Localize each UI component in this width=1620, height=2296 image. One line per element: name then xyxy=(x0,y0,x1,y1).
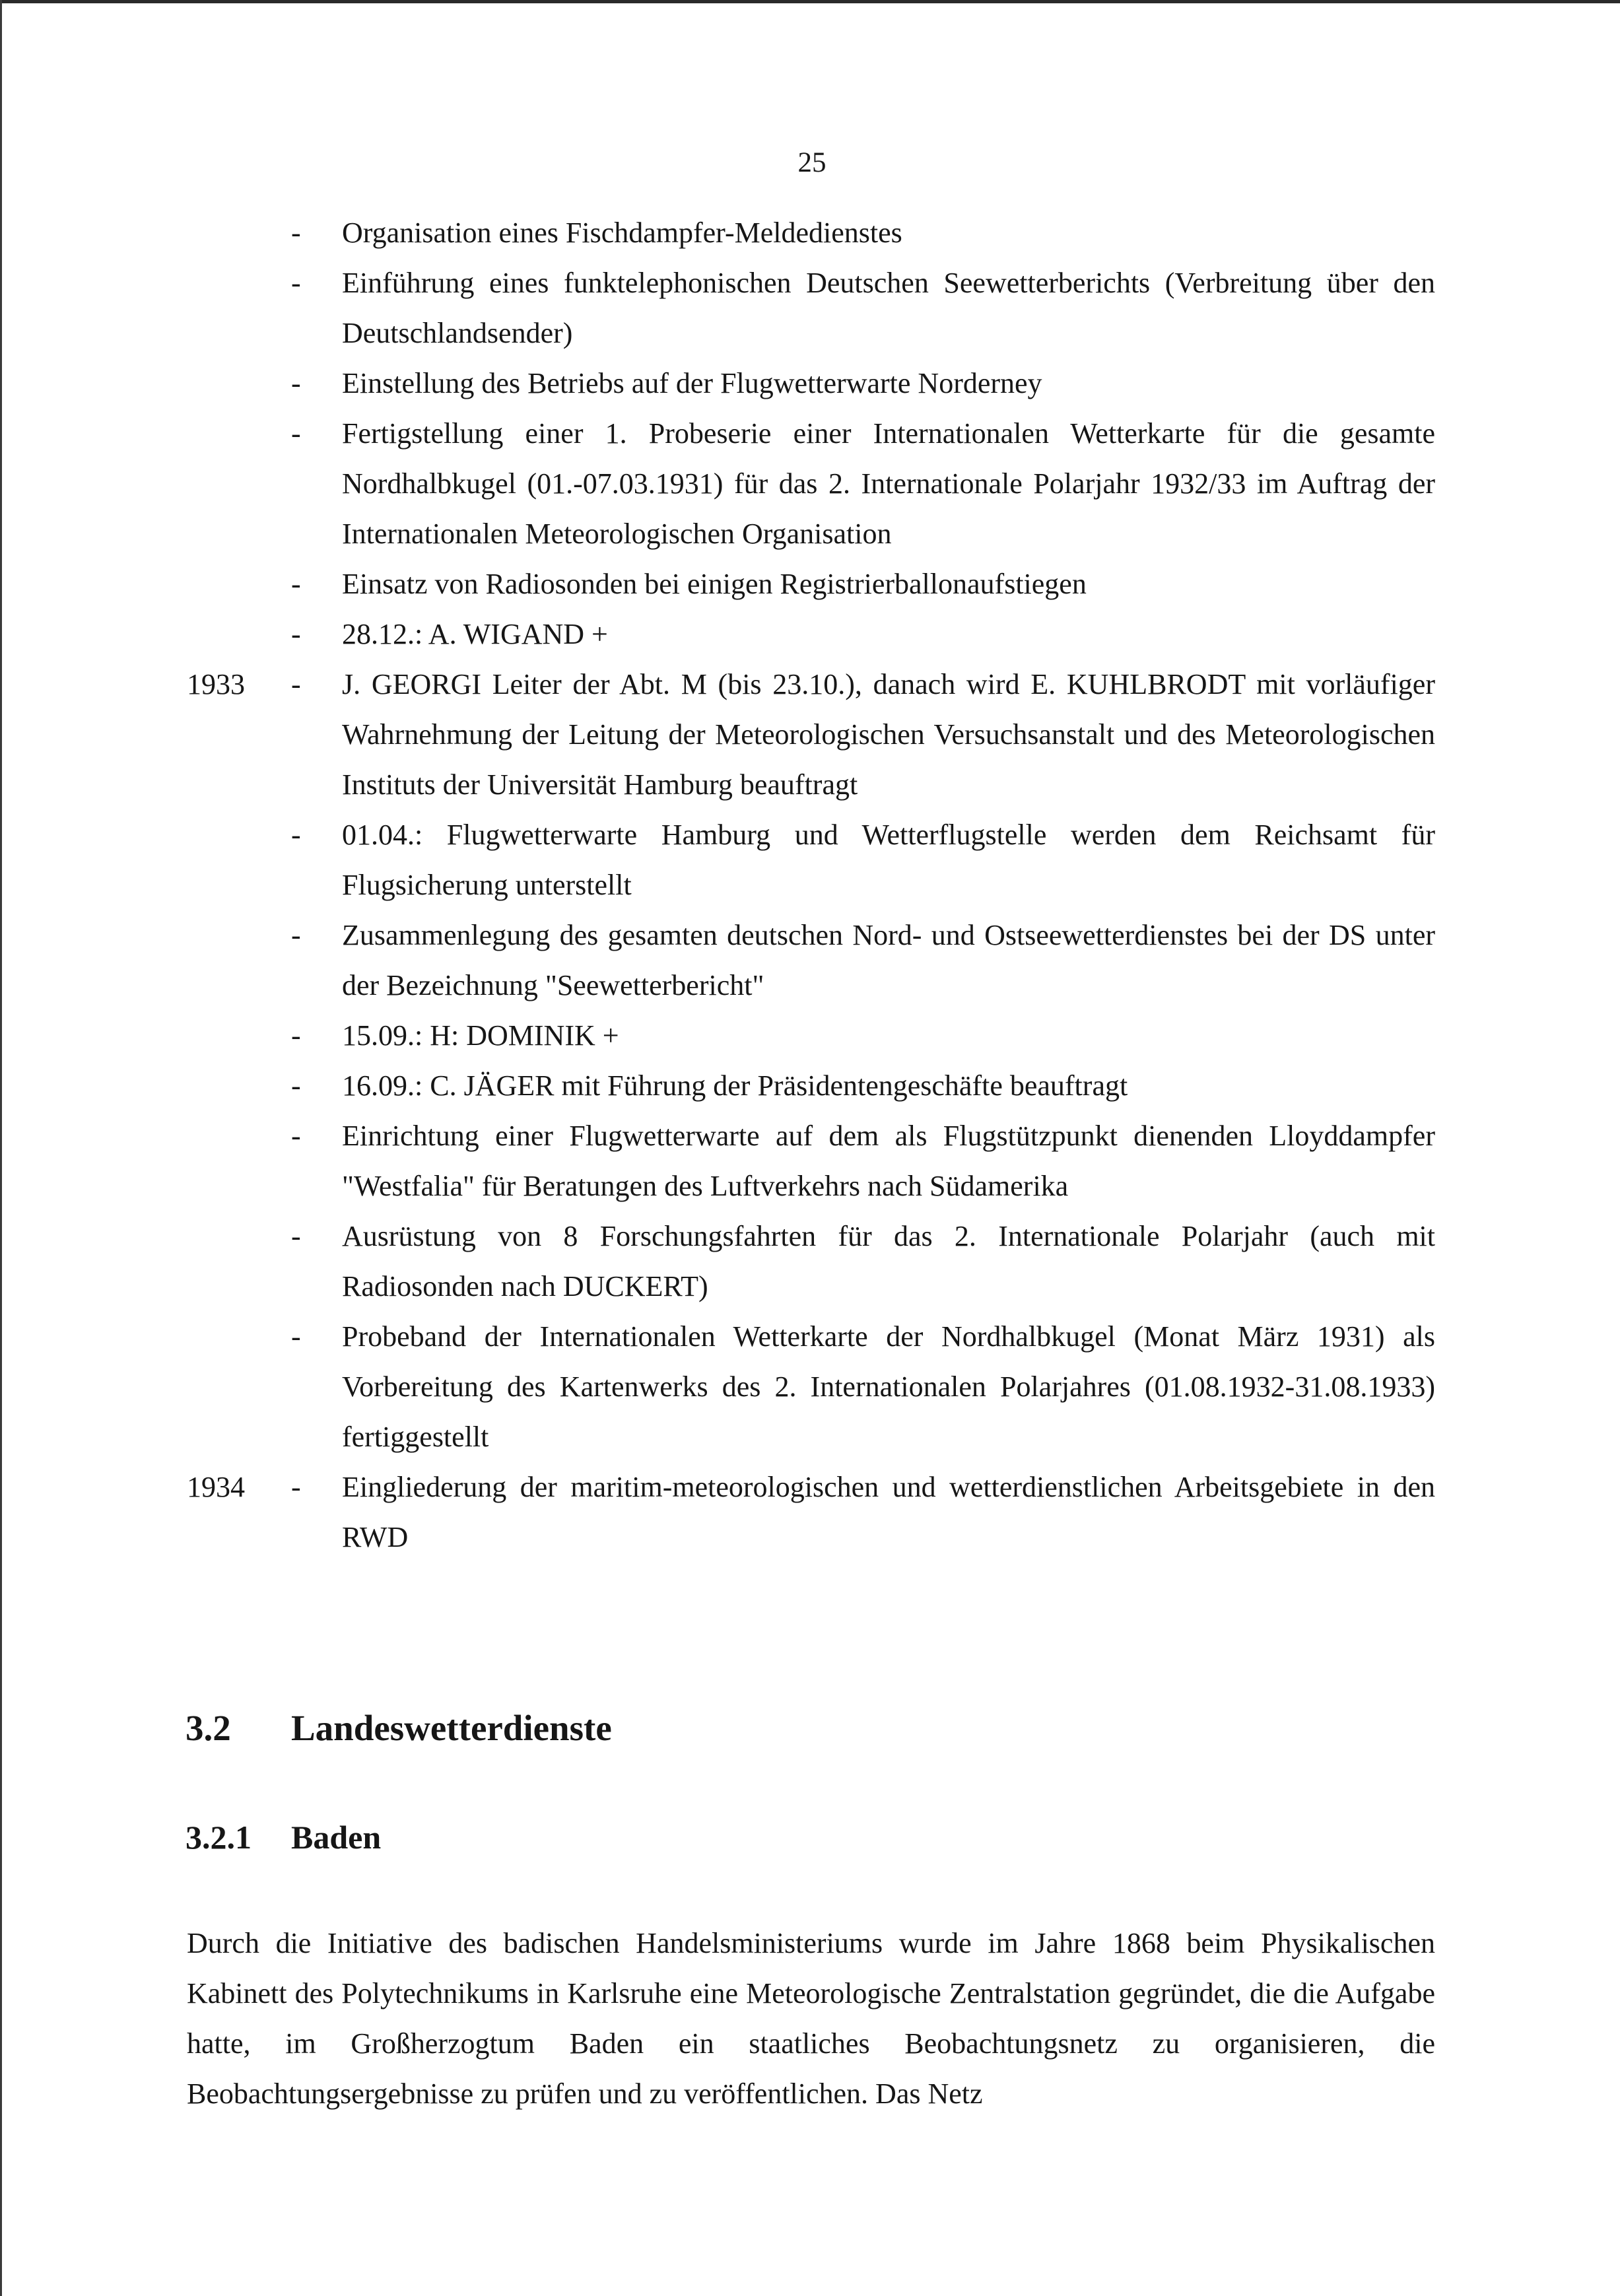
scan-edge-top xyxy=(0,0,1620,3)
chronology-entry xyxy=(0,1061,1620,1111)
entry-text: 15.09.: H: DOMINIK + xyxy=(342,1019,619,1052)
section-title: Landeswetterdienste xyxy=(291,1708,612,1748)
chronology-entry xyxy=(0,609,1620,659)
entry-text: Einsatz von Radiosonden bei einigen Registrierballonaufstiegen xyxy=(342,568,1087,600)
body-paragraph: Durch die Initiative des badischen Handelsministeriums wurde im Jahre 1868 beim Physikalischen Kabinett des Polytechnikums in Karlsruhe eine Meteorologische Zentralstation gegründet, die die Aufgabe hatte, im Großherzogtum Baden ein staatliches Beobachtungsnetz zu organisieren, die Beobachtungsergebnisse zu prüfen und zu veröffentlichen. Das Netz xyxy=(187,1927,1435,2110)
entry-dash: - xyxy=(291,1019,301,1052)
entry-text: Probeband der Internationalen Wetterkarte der Nordhalbkugel (Monat März 1931) als Vorbereitung des Kartenwerks des 2. Internationalen Polarjahres (01.08.1932-31.08.1933) fertiggestellt xyxy=(342,1320,1435,1453)
entry-dash: - xyxy=(291,568,301,600)
entry-text: 16.09.: C. JÄGER mit Führung der Präsidentengeschäfte beauftragt xyxy=(342,1069,1128,1102)
chronology-entry xyxy=(0,659,1620,810)
entry-dash: - xyxy=(291,217,301,249)
chronology-entry xyxy=(0,258,1620,358)
entry-dash: - xyxy=(291,1069,301,1102)
entry-dash: - xyxy=(291,1120,301,1152)
entry-dash: - xyxy=(291,668,301,700)
chronology-entry xyxy=(0,1462,1620,1563)
entry-text: Einrichtung einer Flugwetterwarte auf dem als Flugstützpunkt dienenden Lloyddampfer "Westfalia" für Beratungen des Luftverkehrs nach Südamerika xyxy=(342,1120,1435,1202)
chronology-entry xyxy=(0,910,1620,1011)
entry-year: 1933 xyxy=(187,668,245,700)
chronology-entry xyxy=(0,810,1620,910)
chronology-entry xyxy=(0,559,1620,609)
chronology-entry xyxy=(0,1111,1620,1211)
entry-text: Ausrüstung von 8 Forschungsfahrten für das 2. Internationale Polarjahr (auch mit Radiosonden nach DUCKERT) xyxy=(342,1220,1435,1302)
chronology-entry xyxy=(0,358,1620,409)
page-number: 25 xyxy=(797,147,827,178)
chronology-entry xyxy=(0,1011,1620,1061)
entry-dash: - xyxy=(291,1471,301,1503)
entry-text: Fertigstellung einer 1. Probeserie einer Internationalen Wetterkarte für die gesamte Nordhalbkugel (01.-07.03.1931) für das 2. Internationale Polarjahr 1932/33 im Auftrag der Internationalen Meteorologischen Organisation xyxy=(342,417,1435,550)
subsection-title: Baden xyxy=(291,1819,382,1856)
chronology-entry xyxy=(0,409,1620,559)
entry-text: Einführung eines funktelephonischen Deutschen Seewetterberichts (Verbreitung über den Deutschlandsender) xyxy=(342,267,1435,349)
chronology-entry xyxy=(0,1211,1620,1312)
entry-dash: - xyxy=(291,819,301,851)
entry-dash: - xyxy=(291,1320,301,1353)
entry-dash: - xyxy=(291,267,301,299)
entry-text: Eingliederung der maritim-meteorologischen und wetterdienstlichen Arbeitsgebiete in den RWD xyxy=(342,1471,1435,1553)
entry-text: Zusammenlegung des gesamten deutschen Nord- und Ostseewetterdienstes bei der DS unter der Bezeichnung "Seewetterbericht" xyxy=(342,919,1435,1001)
entry-dash: - xyxy=(291,919,301,951)
entry-text: J. GEORGI Leiter der Abt. M (bis 23.10.), danach wird E. KUHLBRODT mit vorläufiger Wahrnehmung der Leitung der Meteorologischen Versuchsanstalt und des Meteorologischen Instituts der Universität Hamburg beauftragt xyxy=(342,668,1435,801)
chronology-entry xyxy=(0,208,1620,258)
entry-dash: - xyxy=(291,618,301,650)
subsection-heading xyxy=(186,1818,381,1856)
entry-text: Einstellung des Betriebs auf der Flugwetterwarte Norderney xyxy=(342,367,1042,399)
subsection-number: 3.2.1 xyxy=(186,1819,252,1856)
entry-year: 1934 xyxy=(187,1471,245,1503)
chronology-entry xyxy=(0,1312,1620,1462)
chronology-list xyxy=(0,208,1620,1563)
entry-text: Organisation eines Fischdampfer-Meldedienstes xyxy=(342,217,902,249)
entry-text: 28.12.: A. WIGAND + xyxy=(342,618,608,650)
section-heading xyxy=(186,1707,612,1749)
entry-text: 01.04.: Flugwetterwarte Hamburg und Wetterflugstelle werden dem Reichsamt für Flugsicherung unterstellt xyxy=(342,819,1435,901)
entry-dash: - xyxy=(291,417,301,450)
entry-dash: - xyxy=(291,367,301,399)
entry-dash: - xyxy=(291,1220,301,1252)
section-number: 3.2 xyxy=(186,1708,231,1748)
